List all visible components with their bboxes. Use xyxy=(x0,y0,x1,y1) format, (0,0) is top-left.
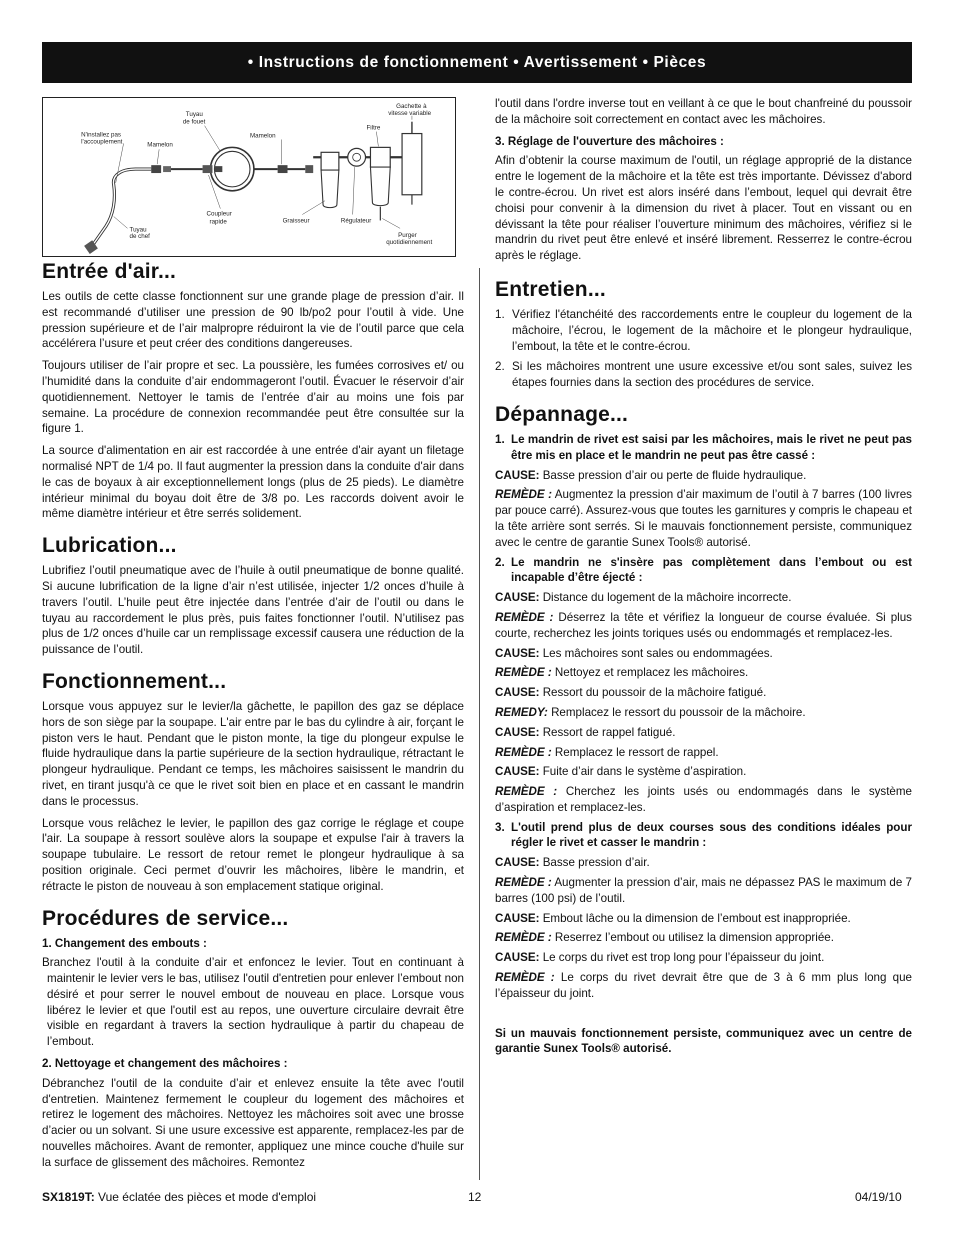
label-tuyau-fouet-2: de fouet xyxy=(182,118,206,126)
troubleshoot-label: CAUSE: xyxy=(495,951,540,965)
troubleshoot-label: REMÈDE : xyxy=(495,745,552,759)
footer-left xyxy=(42,1190,316,1204)
regulator xyxy=(348,148,366,166)
footer-model: SX1819T: xyxy=(42,1190,95,1204)
troubleshoot-text: Fuite d’air dans le système d’aspiration. xyxy=(542,765,747,779)
fonctionnement-paragraph-2: Lorsque vous relâchez le levier, le papillon des gaz corrige le réglage et coupe l'air. La soupape à ressort soulève alors la soupape et expulse l'air à travers la soupape tubulaire. Le ressort de retour remet le plongeur hydraulique à sa position originale. Ceci permet d’ouvrir les mâchoires, libère le mandrin, et rétracte le piston de nouveau à son emplacement statique original. xyxy=(42,816,464,893)
service-paragraph-1: Branchez l'outil à la conduite d’air et enfoncez le levier. Tout en continuant à maintenir le levier vers le bas, utilisez l'outil d'entretien pour enlever l’embout non désiré et pour serrer le nouvel embout de nouveau en place. Lorsque vous libérez le levier et que l'outil est au repos, une ouverture circulaire devrait être visible en regardant à travers la section hydraulique à partir du chapeau de l’embout. xyxy=(42,956,464,1049)
troubleshoot-text: Cherchez les joints usés ou endommagés dans le système d’aspiration et remplacez-les. xyxy=(495,785,912,814)
troubleshoot-text: Le corps du rivet devrait être que de 3 à 6 mm plus long que l’épaisseur du joint. xyxy=(495,971,912,1000)
troubleshoot-text: Ressort de rappel fatigué. xyxy=(542,725,676,739)
heading-depannage: Dépannage... xyxy=(495,402,629,426)
troubleshoot-text: Reserrez l’embout ou utilisez la dimension appropriée. xyxy=(554,931,834,945)
entree-paragraph-2: Toujours utiliser de l’air propre et sec. La poussière, les fumées corrosives et/ ou l’humidité dans la conduite d’air endommageront l’outil. Évacuer le réservoir d’air quotidiennement. Nettoyer le tamis de l’entrée d’air au moins une fois par semaine. La procédure de connexion recommandée peut être consultée sur la figure 1. xyxy=(42,359,464,436)
troubleshoot-label: CAUSE: xyxy=(495,725,540,739)
troubleshoot-text: Nettoyez et remplacez les mâchoires. xyxy=(554,666,749,680)
right-column xyxy=(495,96,912,1063)
service-paragraph-3: Afin d’obtenir la course maximum de l'outil, un réglage approprié de la distance entre le logement de la mâchoire et la tête est très importante. Dévissez d'abord le contre-écrou. Un rivet est alors inséré dans l’embout, lequel qui devrait être choisi pour convenir à la dimension du rivet à placer. Tout en vissant ou en dévissant la tête pour réaliser l’ouverture minimum des mâchoires, vérifiez si le mandrin du rivet peut être enlevé et inséré librement. Resserrez le contre-écrou après le réglage. xyxy=(495,154,912,263)
label-coupleur-2: rapide xyxy=(209,218,227,226)
entretien-item-text: Si les mâchoires montrent une usure excessive et/ou sont sales, suivez les étapes fournies dans la section des procédures de service. xyxy=(512,360,912,390)
column-divider xyxy=(479,268,480,1180)
troubleshoot-label: REMÈDE : xyxy=(495,876,552,890)
heading-procedures-service: Procédures de service... xyxy=(42,906,289,930)
service-paragraph-2: Débranchez l'outil de la conduite d’air et enlevez ensuite la tête avec l'outil d'entretien. Maintenez fermement le coupleur du logement des mâchoires et retirez le logement des mâchoires. Nettoyez les mâchoires soit avec une brosse d’acier ou un solvant. Si une usure excessive est apparente, remplacez-les par de nouvelles mâchoires. Avant de remonter, appliquez une mince couche d'huile sur la surface de glissement des mâchoires. Remontez xyxy=(42,1076,464,1169)
nipple-right xyxy=(278,165,288,173)
problem-number: 2. xyxy=(495,555,505,569)
troubleshoot-line xyxy=(495,911,912,927)
troubleshoot-text: Basse pression d’air ou perte de fluide hydraulique. xyxy=(542,468,807,482)
troubleshoot-line xyxy=(495,764,912,780)
troubleshoot-line xyxy=(495,930,912,946)
entretien-item xyxy=(495,307,912,354)
footer-page-number: 12 xyxy=(468,1190,482,1204)
troubleshoot-line xyxy=(495,468,912,484)
troubleshoot-text: Remplacez le ressort de rappel. xyxy=(554,745,719,759)
troubleshoot-text: Distance du logement de la mâchoire incorrecte. xyxy=(542,591,792,605)
heading-lubrication: Lubrication... xyxy=(42,534,177,558)
label-graisseur: Graisseur xyxy=(282,217,310,225)
service-subheading-3: 3. Réglage de l'ouverture des mâchoires : xyxy=(495,134,724,148)
troubleshoot-line xyxy=(495,970,912,1002)
quick-coupler xyxy=(203,165,213,173)
troubleshoot-line xyxy=(495,610,912,642)
label-tuyau-chef-1: Tuyau xyxy=(129,226,147,234)
final-warranty-note: Si un mauvais fonctionnement persiste, communiquez avec un centre de garantie Sunex Tools® autorisé. xyxy=(495,1026,912,1056)
label-ne-pas-installer-2: l'accouplement xyxy=(81,138,123,146)
label-purger-2: quotidiennement xyxy=(386,239,433,247)
label-coupleur-1: Coupleur xyxy=(206,210,232,218)
troubleshoot-line xyxy=(495,950,912,966)
troubleshoot-text: Basse pression d’air. xyxy=(542,856,650,870)
service-paragraph-2-continued: l'outil dans l'ordre inverse tout en veillant à ce que le bout chanfreiné du poussoir de la mâchoire soit correctement en contact avec les mâchoires. xyxy=(495,97,912,126)
entretien-item-text: Vérifiez l'étanchéité des raccordements entre le coupleur du logement de la mâchoire, l’écrou, le logement de la mâchoire et le plongeur hydraulique, l’embout, la tête et le contre-écrou. xyxy=(512,307,912,353)
troubleshoot-text: Les mâchoires sont sales ou endommagées. xyxy=(542,646,773,660)
troubleshoot-line xyxy=(495,784,912,816)
troubleshoot-label: REMÈDE : xyxy=(495,610,554,624)
troubleshoot-label: REMEDY: xyxy=(495,705,548,719)
label-ne-pas-installer-1: N'installez pas xyxy=(81,131,122,139)
troubleshoot-text: Déserrez la tête et vérifiez la longueur de course évaluée. Si plus courte, recherchez les joints toriques usés ou endommagés et remplacez-les. xyxy=(495,610,912,640)
troubleshoot-text: Remplacez le ressort du poussoir de la mâchoire. xyxy=(551,705,806,719)
lubricator xyxy=(321,152,339,170)
service-subheading-2: 2. Nettoyage et changement des mâchoires : xyxy=(42,1057,288,1071)
troubleshoot-line xyxy=(495,665,912,681)
problem-text: L'outil prend plus de deux courses sous des conditions idéales pour régler le rivet et casser le mandrin : xyxy=(511,820,912,850)
air-connection-diagram xyxy=(42,97,456,257)
troubleshoot-text: Augmenter la pression d’air, mais ne dépassez PAS le maximum de 7 barres (100 psi) de l’outil. xyxy=(495,876,912,905)
troubleshoot-text: Ressort du poussoir de la mâchoire fatigué. xyxy=(542,686,767,700)
troubleshoot-line xyxy=(495,646,912,662)
label-tuyau-chef-2: de chef xyxy=(129,233,150,241)
fonctionnement-paragraph-1: Lorsque vous appuyez sur le levier/la gâchette, le papillon des gaz se déplace hors de son siège par la soupape. L'air entre par le bas du cylindre à air, forçant le piston vers le haut. Pendant que le piston monte, la tige du plongeur expulse le fluide hydraulique dans la partie supérieure de la section hydraulique, rétractant le plongeur hydraulique. Pendant ce temps, les mâchoires saisissent le mandrin du rivet, en tirant jusqu'à ce que le rivet soit bien en place et en cassant le mandrin dans le processus. xyxy=(42,699,464,808)
problem-3 xyxy=(495,820,912,852)
entretien-item xyxy=(495,359,912,391)
troubleshoot-text: Embout lâche ou la dimension de l’embout est inappropriée. xyxy=(542,911,851,925)
label-mamelon-right: Mamelon xyxy=(249,132,276,140)
troubleshoot-line xyxy=(495,855,912,871)
problem-number: 3. xyxy=(495,820,505,834)
troubleshoot-label: CAUSE: xyxy=(495,591,540,605)
troubleshoot-label: CAUSE: xyxy=(495,468,540,482)
troubleshoot-label: CAUSE: xyxy=(495,646,540,660)
problem-text: Le mandrin ne s'insère pas complètement dans l’embout ou est incapable d’être éjecté : xyxy=(511,555,912,585)
filter xyxy=(370,147,390,167)
heading-entretien: Entretien... xyxy=(495,277,606,301)
label-tuyau-fouet-1: Tuyau xyxy=(185,110,203,118)
troubleshoot-label: CAUSE: xyxy=(495,765,540,779)
header-banner: • Instructions de fonctionnement • Avertissement • Pièces xyxy=(42,42,912,83)
heading-fonctionnement: Fonctionnement... xyxy=(42,669,227,693)
left-column xyxy=(42,260,464,1177)
service-subheading-1: 1. Changement des embouts : xyxy=(42,936,207,950)
troubleshoot-text: Augmentez la pression d’air maximum de l’outil à 7 barres (100 livres par pouce carré). Assurez-vous que toutes les garnitures y compris le chapeau et la tête arrière sont serrés. Si le mauvais fonctionnement persiste, communiquez avec le centre de garantie Sunex Tools® autorisé. xyxy=(495,488,912,549)
label-filtre: Filtre xyxy=(366,124,381,132)
troubleshoot-label: REMÈDE : xyxy=(495,785,558,799)
troubleshoot-label: CAUSE: xyxy=(495,856,540,870)
troubleshoot-label: CAUSE: xyxy=(495,911,540,925)
lubrication-paragraph: Lubrifiez l’outil pneumatique avec de l’huile à outil pneumatique de bonne qualité. Si aucune lubrification de la ligne d’air n’est utilisée, injecter 1/2 onces d’huile à travers l’outil. L’huile peut être injectée dans l’entrée d’air de l’outil ou dans le tuyau au raccordement le plus près, puis faites fonctionner l’outil. N’utilisez pas plus de 1/2 onces d’huile car un remplissage excessif causera une réduction de la puissance de l’outil. xyxy=(42,564,464,657)
problem-1-lines xyxy=(495,468,912,551)
troubleshoot-label: REMÈDE : xyxy=(495,931,552,945)
label-purger-1: Purger xyxy=(398,232,417,240)
entree-paragraph-3: La source d'alimentation en air est raccordée à une entrée d'air ayant un filetage normalisé NPT de 1/4 po. Il faut augmenter la pression dans la conduite d'air dans le cas de boyaux à air exceptionnellement longs (plus de 25 pieds). Le diamètre intérieur minimal du boyau doit être de 3/8 po. Les raccords doivent avoir le même diamètre intérieur et être serrés solidement. xyxy=(42,444,464,521)
entretien-list xyxy=(495,307,912,391)
label-gachette-1: Gachette à xyxy=(396,102,427,110)
label-gachette-2: vitesse variable xyxy=(388,109,432,117)
entree-paragraph-1: Les outils de cette classe fonctionnent sur une grande plage de pression d’air. Il est recommandé d’utiliser une pression de 90 lb/po2 pour l’outil à vide. Une pression supérieure et de l’air malpropre réduiront la vie de l’outil parce que cela accélérera l’usure et peut créer des conditions dangereuses. xyxy=(42,290,464,351)
air-connection-svg xyxy=(43,98,455,256)
troubleshoot-label: REMÈDE : xyxy=(495,971,555,985)
troubleshoot-line xyxy=(495,590,912,606)
label-regulateur: Régulateur xyxy=(340,217,372,225)
air-tank xyxy=(402,134,422,195)
troubleshoot-line xyxy=(495,685,912,701)
heading-entree-air: Entrée d'air... xyxy=(42,260,177,283)
troubleshoot-line xyxy=(495,875,912,907)
label-mamelon-left: Mamelon xyxy=(147,141,173,149)
troubleshoot-text: Le corps du rivet est trop long pour l’épaisseur du joint. xyxy=(542,951,825,965)
troubleshoot-label: CAUSE: xyxy=(495,686,540,700)
problem-2 xyxy=(495,555,912,587)
footer-date: 04/19/10 xyxy=(855,1190,902,1204)
problem-1 xyxy=(495,432,912,464)
entretien-item-number: 1. xyxy=(495,307,505,321)
troubleshoot-line xyxy=(495,705,912,721)
problem-3-lines xyxy=(495,855,912,1001)
problem-number: 1. xyxy=(495,432,505,446)
entretien-item-number: 2. xyxy=(495,360,505,374)
problem-2-lines xyxy=(495,590,912,816)
troubleshoot-line xyxy=(495,487,912,550)
problem-text: Le mandrin de rivet est saisi par les mâchoires, mais le rivet ne peut pas être mis en place et le mandrin ne peut pas être cassé : xyxy=(511,432,912,462)
troubleshoot-label: REMÈDE : xyxy=(495,666,552,680)
nipple-left xyxy=(151,165,161,173)
troubleshoot-line xyxy=(495,725,912,741)
footer-description: Vue éclatée des pièces et mode d'emploi xyxy=(98,1190,317,1204)
troubleshoot-label: REMÈDE : xyxy=(495,488,552,502)
troubleshoot-line xyxy=(495,745,912,761)
